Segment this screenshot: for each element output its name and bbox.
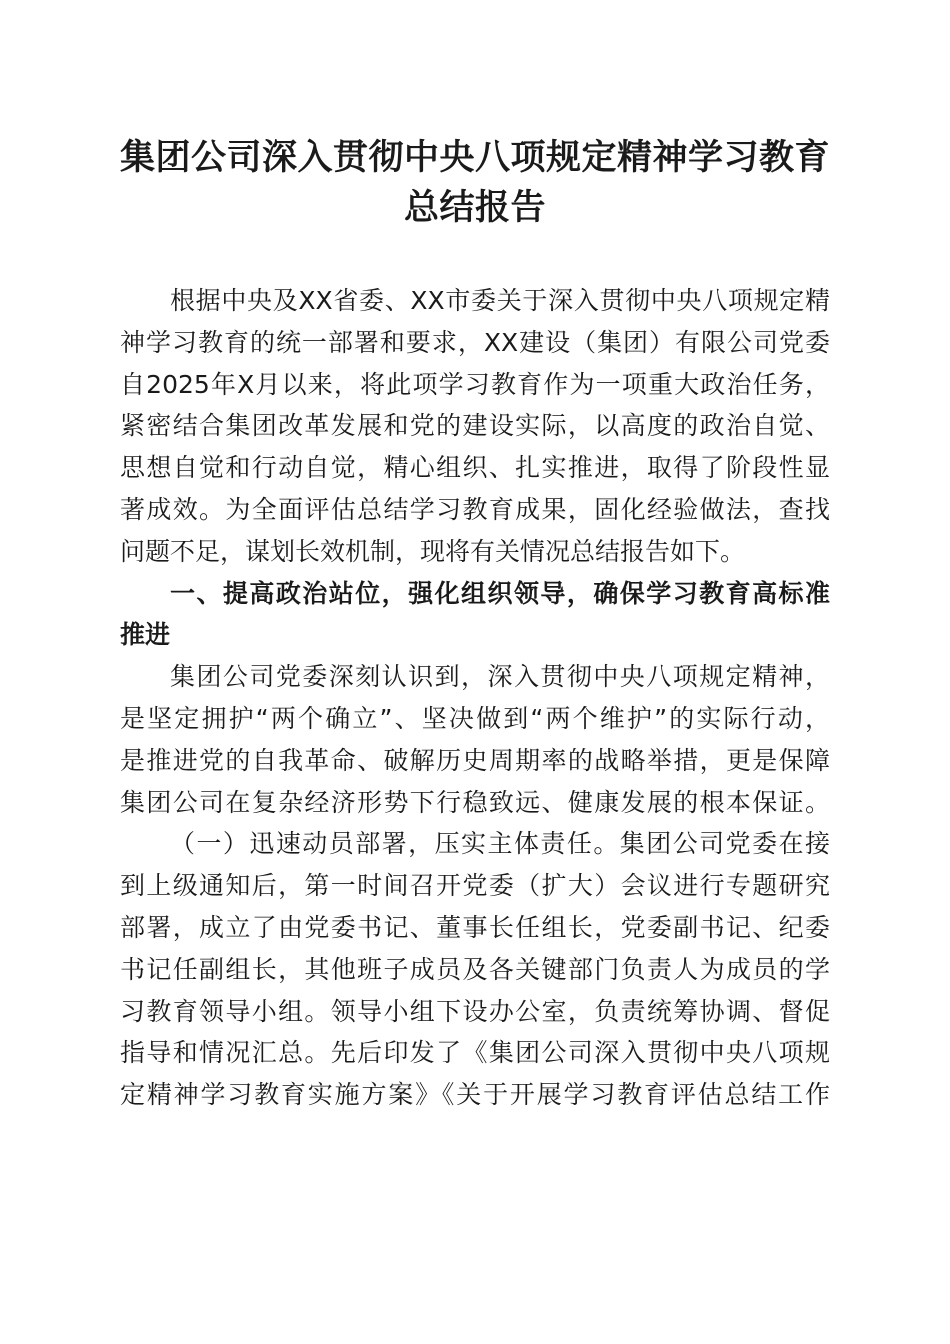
paragraph-line: 部署，成立了由党委书记、董事长任组长，党委副书记、纪委 [120, 912, 830, 942]
paragraph-line: （一）迅速动员部署，压实主体责任。集团公司党委在接 [170, 829, 830, 859]
paragraph-subsection-1 [120, 823, 830, 1116]
paragraph-line: 到上级通知后，第一时间召开党委（扩大）会议进行专题研究 [120, 871, 830, 901]
paragraph-line: 习教育领导小组。领导小组下设办公室，负责统筹协调、督促 [120, 996, 830, 1026]
paragraph-line: 集团公司党委深刻认识到，深入贯彻中央八项规定精神， [170, 662, 830, 692]
paragraph-line: 问题不足，谋划长效机制，现将有关情况总结报告如下。 [120, 536, 746, 566]
paragraph-line: 定精神学习教育实施方案》《关于开展学习教育评估总结工作 [120, 1080, 830, 1110]
section-heading-1 [120, 573, 830, 657]
paragraph-intro [120, 280, 830, 573]
paragraph-section-1-intro [120, 656, 830, 823]
paragraph-line: 根据中央及XX省委、XX市委关于深入贯彻中央八项规定精 [170, 286, 830, 315]
paragraph-line: 集团公司在复杂经济形势下行稳致远、健康发展的根本保证。 [120, 787, 830, 817]
paragraph-line: 自2025年X月以来，将此项学习教育作为一项重大政治任务， [120, 369, 830, 399]
document-title [100, 133, 850, 233]
document-body [120, 280, 830, 1116]
paragraph-line: 指导和情况汇总。先后印发了《集团公司深入贯彻中央八项规 [120, 1038, 830, 1068]
title-line-2: 总结报告 [403, 187, 546, 228]
paragraph-line: 紧密结合集团改革发展和党的建设实际，以高度的政治自觉、 [120, 411, 830, 441]
paragraph-line: 思想自觉和行动自觉，精心组织、扎实推进，取得了阶段性显 [120, 453, 830, 483]
heading-line: 一、提高政治站位，强化组织领导，确保学习教育高标准 [170, 578, 830, 608]
paragraph-line: 是坚定拥护“两个确立”、坚决做到“两个维护”的实际行动， [120, 703, 830, 733]
title-line-1: 集团公司深入贯彻中央八项规定精神学习教育 [119, 137, 830, 178]
paragraph-line: 书记任副组长，其他班子成员及各关键部门负责人为成员的学 [120, 954, 830, 984]
heading-line: 推进 [120, 620, 171, 650]
paragraph-line: 著成效。为全面评估总结学习教育成果，固化经验做法，查找 [120, 494, 830, 524]
paragraph-line: 是推进党的自我革命、破解历史周期率的战略举措，更是保障 [120, 745, 830, 775]
paragraph-line: 神学习教育的统一部署和要求，XX建设（集团）有限公司党委 [120, 327, 830, 357]
